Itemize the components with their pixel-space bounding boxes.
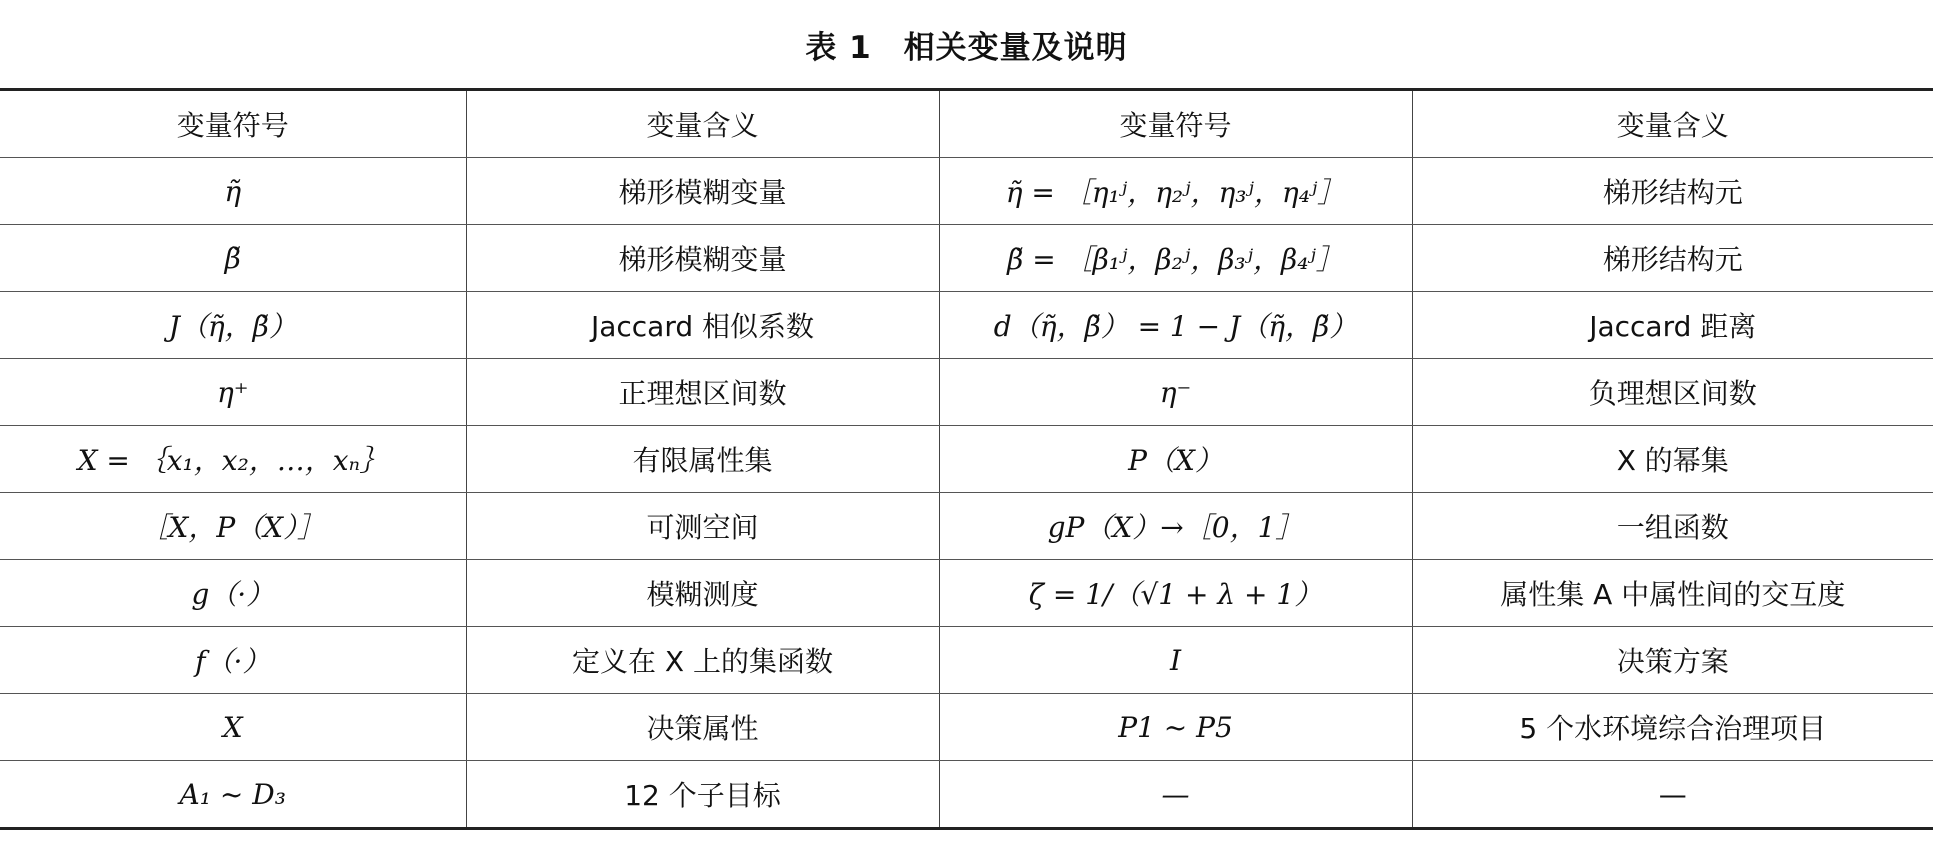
cell-symbol-a: g（·）	[0, 560, 466, 627]
cell-symbol-b: η̃ = ［η₁ʲ，η₂ʲ，η₃ʲ，η₄ʲ］	[939, 158, 1412, 225]
cell-symbol-a: f（·）	[0, 627, 466, 694]
cell-meaning-b: 梯形结构元	[1412, 225, 1933, 292]
table-row	[0, 627, 1933, 694]
table-row	[0, 560, 1933, 627]
cell-meaning-a: 模糊测度	[466, 560, 939, 627]
cell-meaning-b: 属性集 A 中属性间的交互度	[1412, 560, 1933, 627]
table-title: 表 1 相关变量及说明	[805, 30, 1128, 66]
cell-meaning-b: X 的幂集	[1412, 426, 1933, 493]
header-symbol-a: 变量符号	[0, 90, 466, 158]
cell-symbol-b: P（X）	[939, 426, 1412, 493]
cell-meaning-a: 决策属性	[466, 694, 939, 761]
header-meaning-a: 变量含义	[466, 90, 939, 158]
cell-symbol-a: η⁺	[0, 359, 466, 426]
table-row	[0, 493, 1933, 560]
cell-symbol-b: —	[939, 761, 1412, 829]
table-row	[0, 359, 1933, 426]
cell-meaning-b: 决策方案	[1412, 627, 1933, 694]
cell-meaning-a: 可测空间	[466, 493, 939, 560]
cell-meaning-a: 梯形模糊变量	[466, 225, 939, 292]
cell-meaning-a: 12 个子目标	[466, 761, 939, 829]
cell-meaning-a: 定义在 X 上的集函数	[466, 627, 939, 694]
cell-symbol-a: X = ｛x₁，x₂，…，xₙ｝	[0, 426, 466, 493]
header-symbol-b: 变量符号	[939, 90, 1412, 158]
table-row	[0, 225, 1933, 292]
cell-meaning-b: 梯形结构元	[1412, 158, 1933, 225]
cell-symbol-a: β̃	[0, 225, 466, 292]
header-row	[0, 90, 1933, 158]
cell-symbol-a: A₁ ~ D₃	[0, 761, 466, 829]
cell-symbol-a: η̃	[0, 158, 466, 225]
cell-symbol-b: I	[939, 627, 1412, 694]
cell-meaning-a: 正理想区间数	[466, 359, 939, 426]
cell-meaning-b: 负理想区间数	[1412, 359, 1933, 426]
cell-meaning-a: Jaccard 相似系数	[466, 292, 939, 359]
table-row	[0, 761, 1933, 829]
variables-table	[0, 88, 1933, 830]
table-row	[0, 426, 1933, 493]
cell-meaning-b: Jaccard 距离	[1412, 292, 1933, 359]
cell-symbol-b: d（η̃，β̃） = 1 − J（η̃，β̃）	[939, 292, 1412, 359]
cell-meaning-a: 梯形模糊变量	[466, 158, 939, 225]
cell-meaning-b: —	[1658, 777, 1687, 811]
cell-symbol-b: η⁻	[939, 359, 1412, 426]
cell-symbol-a: J（η̃，β̃）	[0, 292, 466, 359]
cell-symbol-b: gP（X）→［0，1］	[939, 493, 1412, 560]
cell-symbol-b: P1 ~ P5	[939, 694, 1412, 761]
table-row	[0, 694, 1933, 761]
cell-symbol-b: β̃ = ［β₁ʲ，β₂ʲ，β₃ʲ，β₄ʲ］	[939, 225, 1412, 292]
table-row	[0, 292, 1933, 359]
cell-meaning-b: 5 个水环境综合治理项目	[1412, 694, 1933, 761]
cell-meaning-b: 一组函数	[1412, 493, 1933, 560]
header-meaning-b: 变量含义	[1412, 90, 1933, 158]
cell-symbol-b: ζ = 1/（√1 + λ + 1）	[939, 560, 1412, 627]
cell-meaning-a: 有限属性集	[466, 426, 939, 493]
table-row	[0, 158, 1933, 225]
cell-symbol-a: X	[0, 694, 466, 761]
cell-symbol-a: ［X，P（X）］	[0, 493, 466, 560]
